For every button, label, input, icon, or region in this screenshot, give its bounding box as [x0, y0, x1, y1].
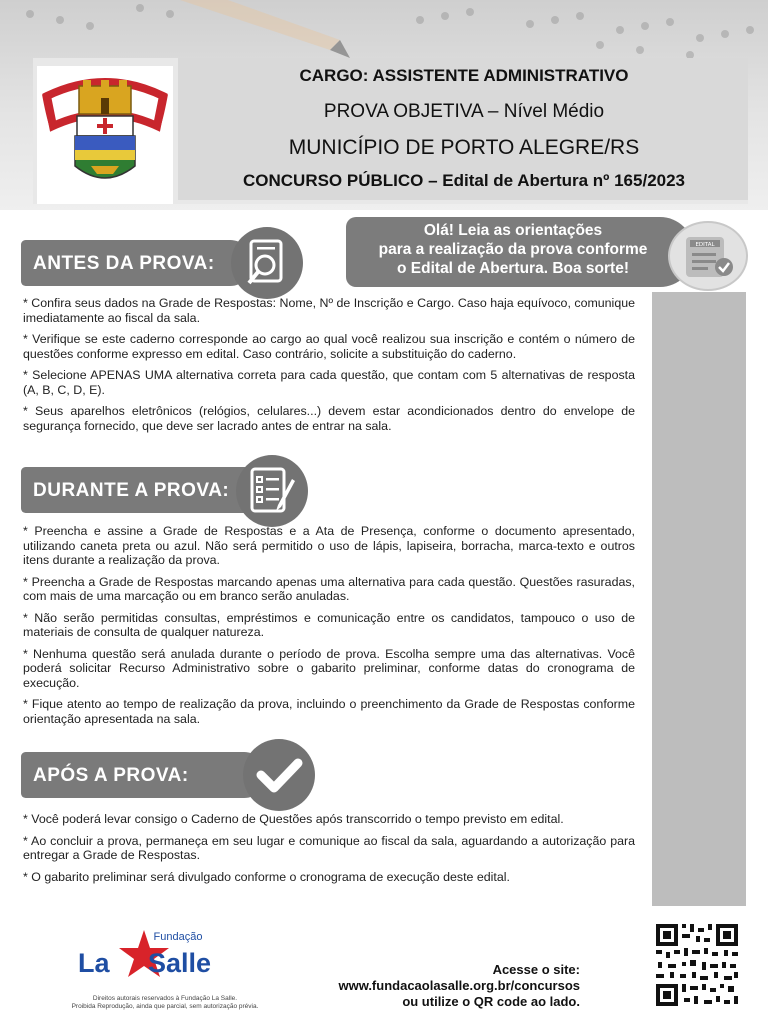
greeting-text [350, 221, 676, 278]
greeting-line-3: o Edital de Abertura. Boa sorte! [397, 260, 629, 277]
cargo-title: CARGO: ASSISTENTE ADMINISTRATIVO [299, 66, 629, 85]
prova-subtitle: PROVA OBJETIVA – Nível Médio [323, 101, 605, 122]
copyright-notice [70, 995, 260, 1011]
qr-code-icon [652, 920, 742, 1010]
porto-alegre-coat-of-arms [37, 66, 173, 204]
brand-fundacao: Fundação [153, 931, 203, 943]
footer-acesse: Acesse o site: [492, 962, 580, 977]
section-antes-list [23, 296, 635, 440]
list-item: * Verifique se este caderno corresponde ao cargo ao qual você realizou sua inscrição e contém o número de questões conforme expresso em edital. Caso contrário, solicite a substituição do caderno. [23, 332, 635, 361]
section-apos-banner [21, 752, 267, 798]
list-item: * Confira seus dados na Grade de Respostas: Nome, Nº de Inscrição e Cargo. Caso haja equívoco, comunique imediatamente ao fiscal da sala. [23, 296, 635, 325]
list-item: * Ao concluir a prova, permaneça em seu lugar e comunique ao fiscal da sala, aguardando a autorização para entregar a Grade de Respostas. [23, 833, 635, 862]
edital-icon-label: EDITAL [695, 242, 715, 248]
section-durante-list [23, 524, 635, 733]
list-item: * Seus aparelhos eletrônicos (relógios, celulares...) devem estar acondicionados dentro do envelope de segurança fornecido, que deve ser lacrado antes de entrar na sala. [23, 404, 635, 433]
brand-la: La [78, 948, 110, 978]
side-bar [652, 292, 746, 906]
coat-of-arms-icon [37, 66, 173, 204]
list-item: * Preencha a Grade de Respostas marcando apenas uma alternativa para cada questão. Questões rasuradas, com mais de uma marcação ou em branco serão anuladas. [23, 574, 635, 603]
footer-access-text [290, 962, 580, 1010]
list-item: * Não serão permitidas consultas, empréstimos e comunicação entre os candidatos, tampouco o uso de materiais de consulta de qualquer natureza. [23, 610, 635, 639]
section-durante-banner [21, 467, 267, 513]
brand-salle: Salle [148, 948, 212, 978]
checklist-icon [236, 455, 308, 527]
list-item: * Selecione APENAS UMA alternativa correta para cada questão, que contam com 5 alternativas de resposta (A, B, C, D, E). [23, 368, 635, 397]
qr-code[interactable] [652, 920, 742, 1010]
greeting-line-2: para a realização da prova conforme [378, 241, 648, 258]
fundacao-la-salle-logo [74, 926, 214, 996]
document-search-icon [231, 227, 303, 299]
section-apos-title: APÓS A PROVA: [33, 765, 189, 786]
list-item: * O gabarito preliminar será divulgado conforme o cronograma de execução deste edital. [23, 869, 510, 884]
concurso-title: CONCURSO PÚBLICO – Edital de Abertura nº 165/2023 [242, 171, 686, 190]
list-item: * Preencha e assine a Grade de Respostas e a Ata de Presença, conforme o documento apresentado, utilizando caneta preta ou azul. Não será permitido o uso de lápis, lapiseira, borracha, marca-texto e outros itens durante a realização da prova. [23, 524, 635, 567]
list-item: * Fique atento ao tempo de realização da prova, incluindo o preenchimento da Grade de Respostas conforme orientação apresentada na sala. [23, 697, 635, 726]
list-item: * Você poderá levar consigo o Caderno de Questões após transcorrido o tempo previsto em edital. [23, 812, 564, 826]
greeting-line-1: Olá! Leia as orientações [423, 222, 603, 239]
section-apos-list [23, 812, 635, 891]
section-durante-title: DURANTE A PROVA: [33, 480, 230, 501]
footer-qr-hint: ou utilize o QR code ao lado. [402, 994, 580, 1009]
edital-icon-circle [668, 221, 748, 291]
municipio-title: MUNICÍPIO DE PORTO ALEGRE/RS [288, 136, 640, 159]
copyright-line-1: Direitos autorais reservados à Fundação La Salle. [92, 995, 238, 1002]
checkmark-icon [243, 739, 315, 811]
footer-site-link[interactable]: www.fundacaolasalle.org.br/concursos [338, 978, 580, 993]
section-antes-title: ANTES DA PROVA: [33, 253, 215, 274]
list-item: * Nenhuma questão será anulada durante o período de prova. Escolha sempre uma das alternativas. Você poderá solicitar Recurso Administrativo sobre o gabarito preliminar, conforme datas do cronograma de execução. [23, 646, 635, 690]
edital-icon [670, 223, 746, 289]
copyright-line-2: Proibida Reprodução, ainda que parcial, sem autorização prévia. [71, 1003, 259, 1010]
section-antes-banner [21, 240, 253, 286]
